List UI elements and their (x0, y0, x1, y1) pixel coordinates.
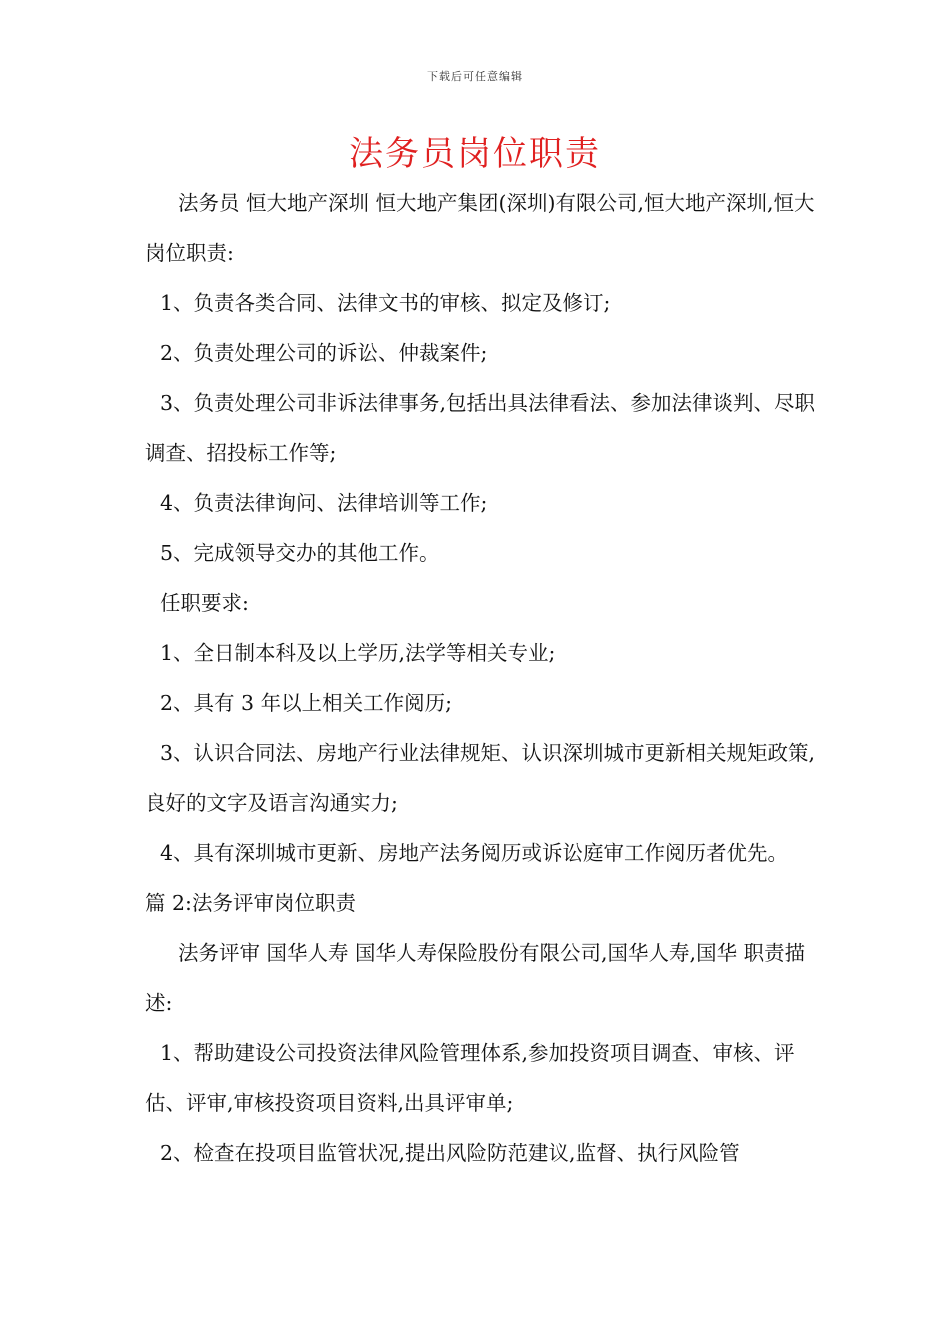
requirement-item-3: 3、认识合同法、房地产行业法律规矩、认识深圳城市更新相关规矩政策,良好的文字及语言沟通实力; (145, 741, 816, 815)
duty-item-1: 1、负责各类合同、法律文书的审核、拟定及修订; (160, 291, 611, 315)
intro-paragraph: 法务员 恒大地产深圳 恒大地产集团(深圳)有限公司,恒大地产深圳,恒大 岗位职责: (145, 191, 815, 265)
requirements-heading: 任职要求: (160, 591, 249, 615)
duty-item-2: 2、负责处理公司的诉讼、仲裁案件; (160, 341, 488, 365)
duty-item-5: 5、完成领导交办的其他工作。 (160, 541, 440, 565)
section-2-intro: 法务评审 国华人寿 国华人寿保险股份有限公司,国华人寿,国华 职责描述: (145, 941, 806, 1015)
header-note: 下载后可任意编辑 (427, 70, 523, 83)
duty-item-4: 4、负责法律询问、法律培训等工作; (160, 491, 488, 515)
requirement-item-4: 4、具有深圳城市更新、房地产法务阅历或诉讼庭审工作阅历者优先。 (160, 841, 789, 865)
duty-item-3: 3、负责处理公司非诉法律事务,包括出具法律看法、参加法律谈判、尽职调查、招投标工作等; (145, 391, 816, 465)
requirement-item-2: 2、具有 3 年以上相关工作阅历; (160, 691, 453, 715)
document-title: 法务员岗位职责 (349, 134, 601, 174)
section-2-duty-1: 1、帮助建设公司投资法律风险管理体系,参加投资项目调查、审核、评估、评审,审核投资项目资料,出具评审单; (145, 1041, 795, 1115)
section-2-heading: 篇 2:法务评审岗位职责 (145, 891, 356, 915)
section-2-duty-2: 2、检查在投项目监管状况,提出风险防范建议,监督、执行风险管 (160, 1141, 740, 1165)
document-body (145, 178, 817, 1178)
requirement-item-1: 1、全日制本科及以上学历,法学等相关专业; (160, 641, 556, 665)
